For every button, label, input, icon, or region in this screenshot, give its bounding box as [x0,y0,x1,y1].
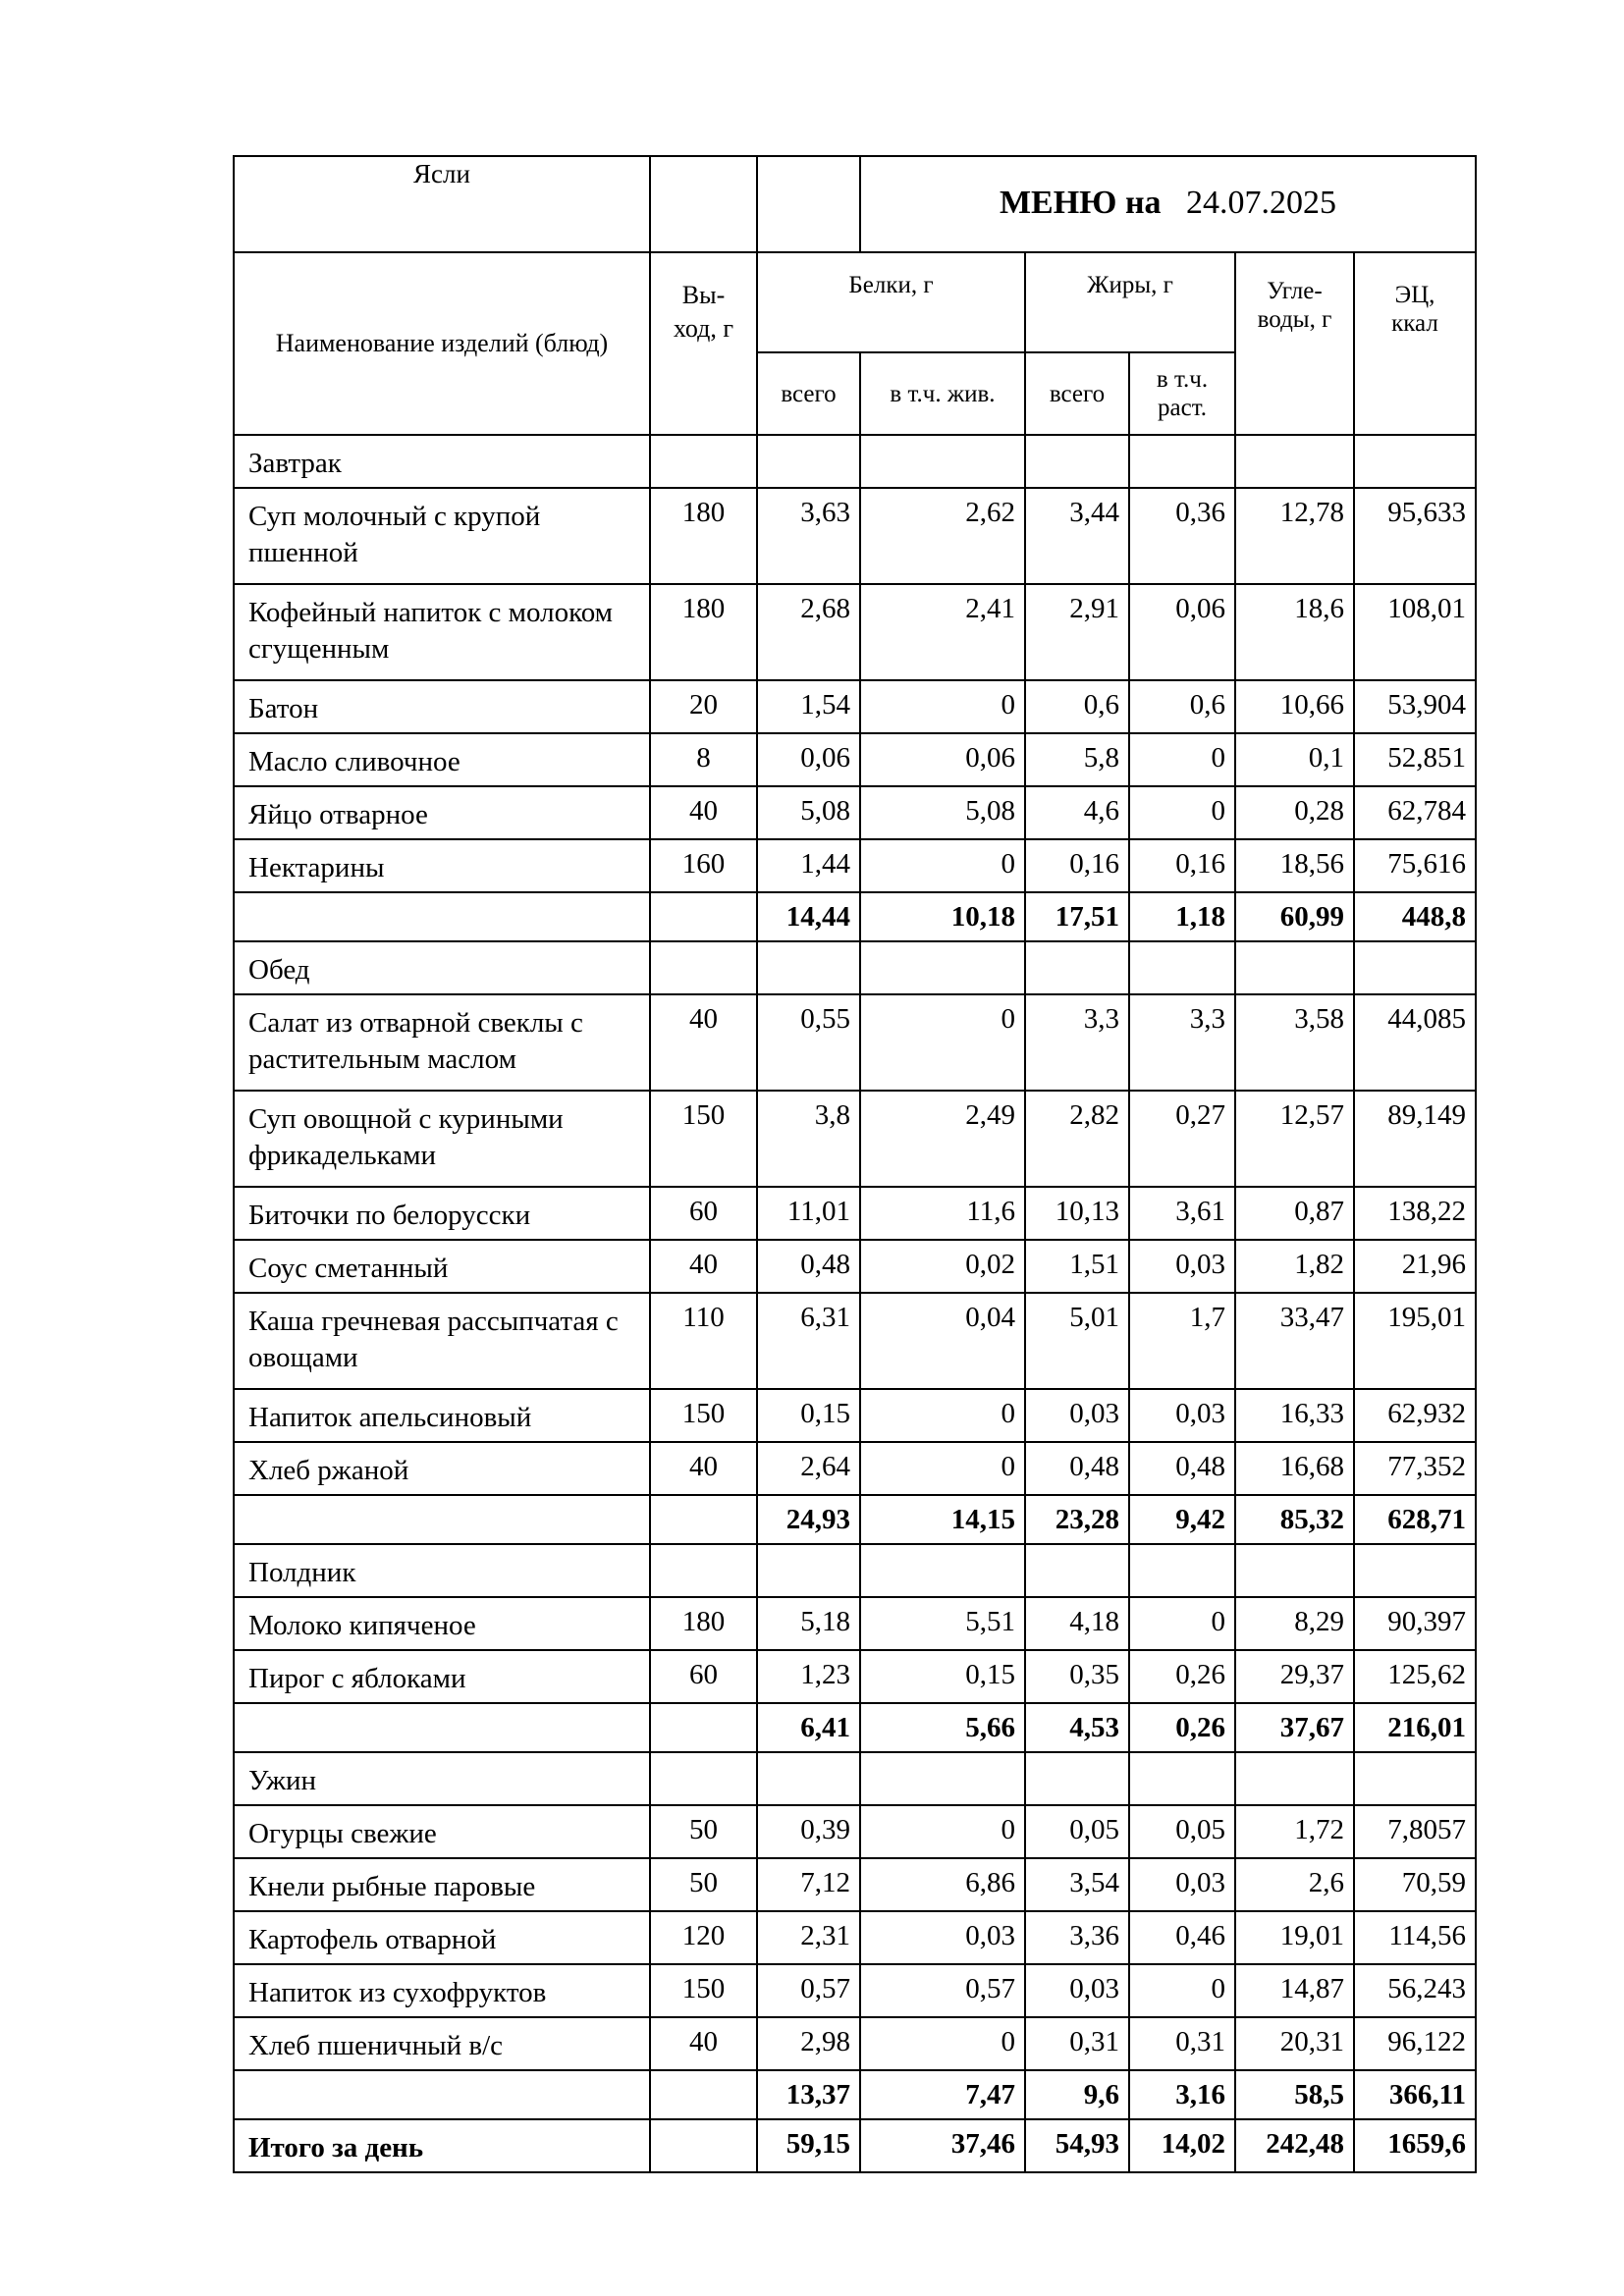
empty-cell [1025,941,1129,994]
section-row [234,1752,1476,1805]
fats-plant: 0,36 [1129,488,1235,584]
fats-plant: 0 [1129,786,1235,839]
table-row [234,1650,1476,1703]
section-title: Полдник [234,1544,650,1597]
yield-value: 180 [650,488,757,584]
carbs-value: 16,33 [1235,1389,1354,1442]
menu-table [233,155,1477,2173]
section-total-value: 85,32 [1235,1495,1354,1544]
fats-total: 2,82 [1025,1091,1129,1187]
section-total-value: 9,6 [1025,2070,1129,2119]
fats-plant: 0,27 [1129,1091,1235,1187]
fats-plant: 0,03 [1129,1389,1235,1442]
section-total-value: 13,37 [757,2070,860,2119]
section-title: Завтрак [234,435,650,488]
fats-total: 0,6 [1025,680,1129,733]
yield-value: 120 [650,1911,757,1964]
empty-cell [757,435,860,488]
fats-plant: 0,05 [1129,1805,1235,1858]
energy-value: 56,243 [1354,1964,1476,2017]
empty-cell [1235,1752,1354,1805]
empty-cell [650,1495,757,1544]
grand-total-label: Итого за день [234,2119,650,2172]
empty-cell [1354,435,1476,488]
fats-total: 0,16 [1025,839,1129,892]
fats-plant: 0,16 [1129,839,1235,892]
yield-value: 50 [650,1858,757,1911]
yield-value: 110 [650,1293,757,1389]
fats-total: 0,31 [1025,2017,1129,2070]
grand-total-value: 37,46 [860,2119,1025,2172]
dish-name: Хлеб ржаной [234,1442,650,1495]
header-name: Наименование изделий (блюд) [234,252,650,435]
empty-cell [860,1544,1025,1597]
proteins-animal: 0 [860,994,1025,1091]
empty-cell [860,1752,1025,1805]
proteins-total: 0,48 [757,1240,860,1293]
section-total-value: 4,53 [1025,1703,1129,1752]
yield-value: 60 [650,1650,757,1703]
table-row [234,2017,1476,2070]
energy-value: 125,62 [1354,1650,1476,1703]
header-proteins: Белки, г [757,252,1025,352]
proteins-total: 5,18 [757,1597,860,1650]
proteins-animal: 6,86 [860,1858,1025,1911]
fats-plant: 1,7 [1129,1293,1235,1389]
proteins-animal: 0,15 [860,1650,1025,1703]
proteins-total: 0,15 [757,1389,860,1442]
empty-cell [234,2070,650,2119]
empty-cell [650,892,757,941]
empty-cell [757,1752,860,1805]
energy-value: 7,8057 [1354,1805,1476,1858]
yield-value: 180 [650,1597,757,1650]
fats-plant: 0,06 [1129,584,1235,680]
grand-total-value: 54,93 [1025,2119,1129,2172]
fats-plant: 0,48 [1129,1442,1235,1495]
fats-total: 5,8 [1025,733,1129,786]
section-total-value: 23,28 [1025,1495,1129,1544]
grand-total-row [234,2119,1476,2172]
header-carbs: Угле-воды, г [1235,252,1354,435]
dish-name: Батон [234,680,650,733]
header-row-1 [234,252,1476,352]
carbs-value: 8,29 [1235,1597,1354,1650]
dish-name: Огурцы свежие [234,1805,650,1858]
yield-value: 8 [650,733,757,786]
empty-cell [1025,1544,1129,1597]
dish-name: Пирог с яблоками [234,1650,650,1703]
section-total-row [234,892,1476,941]
empty-cell [650,1752,757,1805]
yield-value: 40 [650,1442,757,1495]
section-total-value: 60,99 [1235,892,1354,941]
empty-cell [757,941,860,994]
fats-total: 0,35 [1025,1650,1129,1703]
energy-value: 21,96 [1354,1240,1476,1293]
proteins-animal: 0,06 [860,733,1025,786]
energy-value: 75,616 [1354,839,1476,892]
section-total-value: 628,71 [1354,1495,1476,1544]
dish-name: Суп молочный с крупой пшенной [234,488,650,584]
table-row [234,1293,1476,1389]
grand-total-value: 14,02 [1129,2119,1235,2172]
section-total-value: 24,93 [757,1495,860,1544]
header-energy: ЭЦ, ккал [1354,252,1476,435]
proteins-total: 0,57 [757,1964,860,2017]
energy-value: 77,352 [1354,1442,1476,1495]
empty-cell [1235,435,1354,488]
section-total-value: 10,18 [860,892,1025,941]
table-row [234,786,1476,839]
table-row [234,1805,1476,1858]
fats-plant: 0,6 [1129,680,1235,733]
fats-plant: 0,26 [1129,1650,1235,1703]
menu-title [860,156,1476,252]
proteins-total: 11,01 [757,1187,860,1240]
fats-plant: 0,03 [1129,1240,1235,1293]
header-fats: Жиры, г [1025,252,1235,352]
carbs-value: 0,28 [1235,786,1354,839]
section-total-row [234,1495,1476,1544]
proteins-animal: 0 [860,1805,1025,1858]
fats-plant: 0 [1129,733,1235,786]
section-row [234,435,1476,488]
yield-value: 60 [650,1187,757,1240]
dish-name: Напиток из сухофруктов [234,1964,650,2017]
proteins-animal: 0,57 [860,1964,1025,2017]
dish-name: Хлеб пшеничный в/с [234,2017,650,2070]
empty-cell [650,2119,757,2172]
dish-name: Напиток апельсиновый [234,1389,650,1442]
proteins-animal: 5,51 [860,1597,1025,1650]
table-row [234,1911,1476,1964]
energy-value: 89,149 [1354,1091,1476,1187]
dish-name: Салат из отварной свеклы с растительным маслом [234,994,650,1091]
yield-value: 40 [650,786,757,839]
energy-value: 138,22 [1354,1187,1476,1240]
carbs-value: 12,78 [1235,488,1354,584]
table-row [234,1187,1476,1240]
proteins-total: 6,31 [757,1293,860,1389]
proteins-animal: 0,04 [860,1293,1025,1389]
section-total-row [234,1703,1476,1752]
table-row [234,1597,1476,1650]
section-total-value: 216,01 [1354,1703,1476,1752]
table-row [234,1858,1476,1911]
fats-total: 0,05 [1025,1805,1129,1858]
proteins-animal: 2,62 [860,488,1025,584]
section-total-value: 14,15 [860,1495,1025,1544]
section-title: Обед [234,941,650,994]
dish-name: Яйцо отварное [234,786,650,839]
fats-total: 0,03 [1025,1389,1129,1442]
dish-name: Кофейный напиток с молоком сгущенным [234,584,650,680]
yield-value: 40 [650,994,757,1091]
energy-value: 195,01 [1354,1293,1476,1389]
carbs-value: 1,82 [1235,1240,1354,1293]
yield-value: 150 [650,1964,757,2017]
energy-value: 96,122 [1354,2017,1476,2070]
carbs-value: 20,31 [1235,2017,1354,2070]
section-total-value: 7,47 [860,2070,1025,2119]
fats-total: 4,6 [1025,786,1129,839]
proteins-total: 1,54 [757,680,860,733]
table-row [234,839,1476,892]
proteins-total: 0,55 [757,994,860,1091]
grand-total-value: 242,48 [1235,2119,1354,2172]
section-total-value: 17,51 [1025,892,1129,941]
dish-name: Суп овощной с куриными фрикадельками [234,1091,650,1187]
menu-title-prefix: МЕНЮ на [999,185,1162,221]
menu-date: 24.07.2025 [1186,185,1337,221]
section-total-value: 3,16 [1129,2070,1235,2119]
carbs-value: 0,87 [1235,1187,1354,1240]
dish-name: Биточки по белорусски [234,1187,650,1240]
carbs-value: 12,57 [1235,1091,1354,1187]
yield-value: 180 [650,584,757,680]
energy-value: 53,904 [1354,680,1476,733]
fats-total: 3,44 [1025,488,1129,584]
section-total-value: 366,11 [1354,2070,1476,2119]
table-row [234,584,1476,680]
section-row [234,941,1476,994]
yield-value: 160 [650,839,757,892]
section-total-value: 58,5 [1235,2070,1354,2119]
empty-cell [234,892,650,941]
table-row [234,1964,1476,2017]
section-total-value: 0,26 [1129,1703,1235,1752]
fats-total: 10,13 [1025,1187,1129,1240]
table-row [234,488,1476,584]
empty-cell [234,1495,650,1544]
carbs-value: 10,66 [1235,680,1354,733]
fats-total: 3,54 [1025,1858,1129,1911]
proteins-total: 5,08 [757,786,860,839]
carbs-value: 2,6 [1235,1858,1354,1911]
table-row [234,680,1476,733]
proteins-animal: 0 [860,839,1025,892]
proteins-total: 2,31 [757,1911,860,1964]
empty-cell [650,435,757,488]
section-total-value: 9,42 [1129,1495,1235,1544]
title-row [234,156,1476,252]
energy-value: 70,59 [1354,1858,1476,1911]
section-total-value: 1,18 [1129,892,1235,941]
carbs-value: 18,6 [1235,584,1354,680]
empty-cell [1025,435,1129,488]
fats-plant: 0,03 [1129,1858,1235,1911]
proteins-total: 3,63 [757,488,860,584]
carbs-value: 33,47 [1235,1293,1354,1389]
proteins-total: 0,06 [757,733,860,786]
section-total-value: 14,44 [757,892,860,941]
energy-value: 62,932 [1354,1389,1476,1442]
fats-plant: 0,46 [1129,1911,1235,1964]
fats-plant: 3,61 [1129,1187,1235,1240]
table-row [234,1389,1476,1442]
dish-name: Кнели рыбные паровые [234,1858,650,1911]
table-row [234,1240,1476,1293]
proteins-animal: 0,02 [860,1240,1025,1293]
fats-total: 4,18 [1025,1597,1129,1650]
empty-cell [757,1544,860,1597]
section-total-value: 5,66 [860,1703,1025,1752]
empty-cell [757,156,860,252]
energy-value: 108,01 [1354,584,1476,680]
fats-total: 3,36 [1025,1911,1129,1964]
yield-value: 50 [650,1805,757,1858]
proteins-animal: 0 [860,2017,1025,2070]
section-total-value: 37,67 [1235,1703,1354,1752]
carbs-value: 1,72 [1235,1805,1354,1858]
section-row [234,1544,1476,1597]
proteins-total: 0,39 [757,1805,860,1858]
yield-value: 150 [650,1389,757,1442]
empty-cell [1354,1752,1476,1805]
carbs-value: 0,1 [1235,733,1354,786]
empty-cell [1354,1544,1476,1597]
carbs-value: 18,56 [1235,839,1354,892]
proteins-total: 7,12 [757,1858,860,1911]
empty-cell [650,941,757,994]
section-total-value: 448,8 [1354,892,1476,941]
header-fats-plant: в т.ч. раст. [1129,352,1235,435]
carbs-value: 3,58 [1235,994,1354,1091]
yield-value: 40 [650,1240,757,1293]
energy-value: 95,633 [1354,488,1476,584]
proteins-total: 1,44 [757,839,860,892]
fats-total: 5,01 [1025,1293,1129,1389]
fats-plant: 0 [1129,1964,1235,2017]
proteins-animal: 11,6 [860,1187,1025,1240]
carbs-value: 16,68 [1235,1442,1354,1495]
group-label: Ясли [234,156,650,252]
fats-plant: 0,31 [1129,2017,1235,2070]
energy-value: 90,397 [1354,1597,1476,1650]
fats-total: 3,3 [1025,994,1129,1091]
proteins-total: 2,68 [757,584,860,680]
empty-cell [1354,941,1476,994]
empty-cell [1235,1544,1354,1597]
proteins-animal: 0 [860,680,1025,733]
empty-cell [1129,1544,1235,1597]
empty-cell [1129,941,1235,994]
carbs-value: 14,87 [1235,1964,1354,2017]
header-fats-total: всего [1025,352,1129,435]
fats-total: 0,48 [1025,1442,1129,1495]
energy-value: 52,851 [1354,733,1476,786]
dish-name: Каша гречневая рассыпчатая с овощами [234,1293,650,1389]
fats-plant: 0 [1129,1597,1235,1650]
proteins-animal: 2,41 [860,584,1025,680]
header-yield: Вы-ход, г [650,252,757,435]
dish-name: Картофель отварной [234,1911,650,1964]
proteins-total: 1,23 [757,1650,860,1703]
table-row [234,1091,1476,1187]
empty-cell [860,435,1025,488]
proteins-animal: 0,03 [860,1911,1025,1964]
proteins-total: 2,98 [757,2017,860,2070]
table-row [234,733,1476,786]
yield-value: 20 [650,680,757,733]
dish-name: Соус сметанный [234,1240,650,1293]
empty-cell [1025,1752,1129,1805]
yield-value: 40 [650,2017,757,2070]
empty-cell [860,941,1025,994]
empty-cell [650,1544,757,1597]
energy-value: 114,56 [1354,1911,1476,1964]
empty-cell [650,1703,757,1752]
table-row [234,1442,1476,1495]
header-proteins-total: всего [757,352,860,435]
proteins-animal: 0 [860,1442,1025,1495]
fats-plant: 3,3 [1129,994,1235,1091]
empty-cell [650,156,757,252]
energy-value: 44,085 [1354,994,1476,1091]
energy-value: 62,784 [1354,786,1476,839]
dish-name: Нектарины [234,839,650,892]
proteins-total: 2,64 [757,1442,860,1495]
empty-cell [650,2070,757,2119]
section-title: Ужин [234,1752,650,1805]
section-total-value: 6,41 [757,1703,860,1752]
header-proteins-animal: в т.ч. жив. [860,352,1025,435]
fats-total: 2,91 [1025,584,1129,680]
proteins-animal: 2,49 [860,1091,1025,1187]
dish-name: Молоко кипяченое [234,1597,650,1650]
yield-value: 150 [650,1091,757,1187]
proteins-animal: 0 [860,1389,1025,1442]
proteins-animal: 5,08 [860,786,1025,839]
fats-total: 0,03 [1025,1964,1129,2017]
empty-cell [234,1703,650,1752]
grand-total-value: 1659,6 [1354,2119,1476,2172]
carbs-value: 29,37 [1235,1650,1354,1703]
dish-name: Масло сливочное [234,733,650,786]
fats-total: 1,51 [1025,1240,1129,1293]
proteins-total: 3,8 [757,1091,860,1187]
empty-cell [1235,941,1354,994]
section-total-row [234,2070,1476,2119]
empty-cell [1129,1752,1235,1805]
table-row [234,994,1476,1091]
empty-cell [1129,435,1235,488]
grand-total-value: 59,15 [757,2119,860,2172]
carbs-value: 19,01 [1235,1911,1354,1964]
